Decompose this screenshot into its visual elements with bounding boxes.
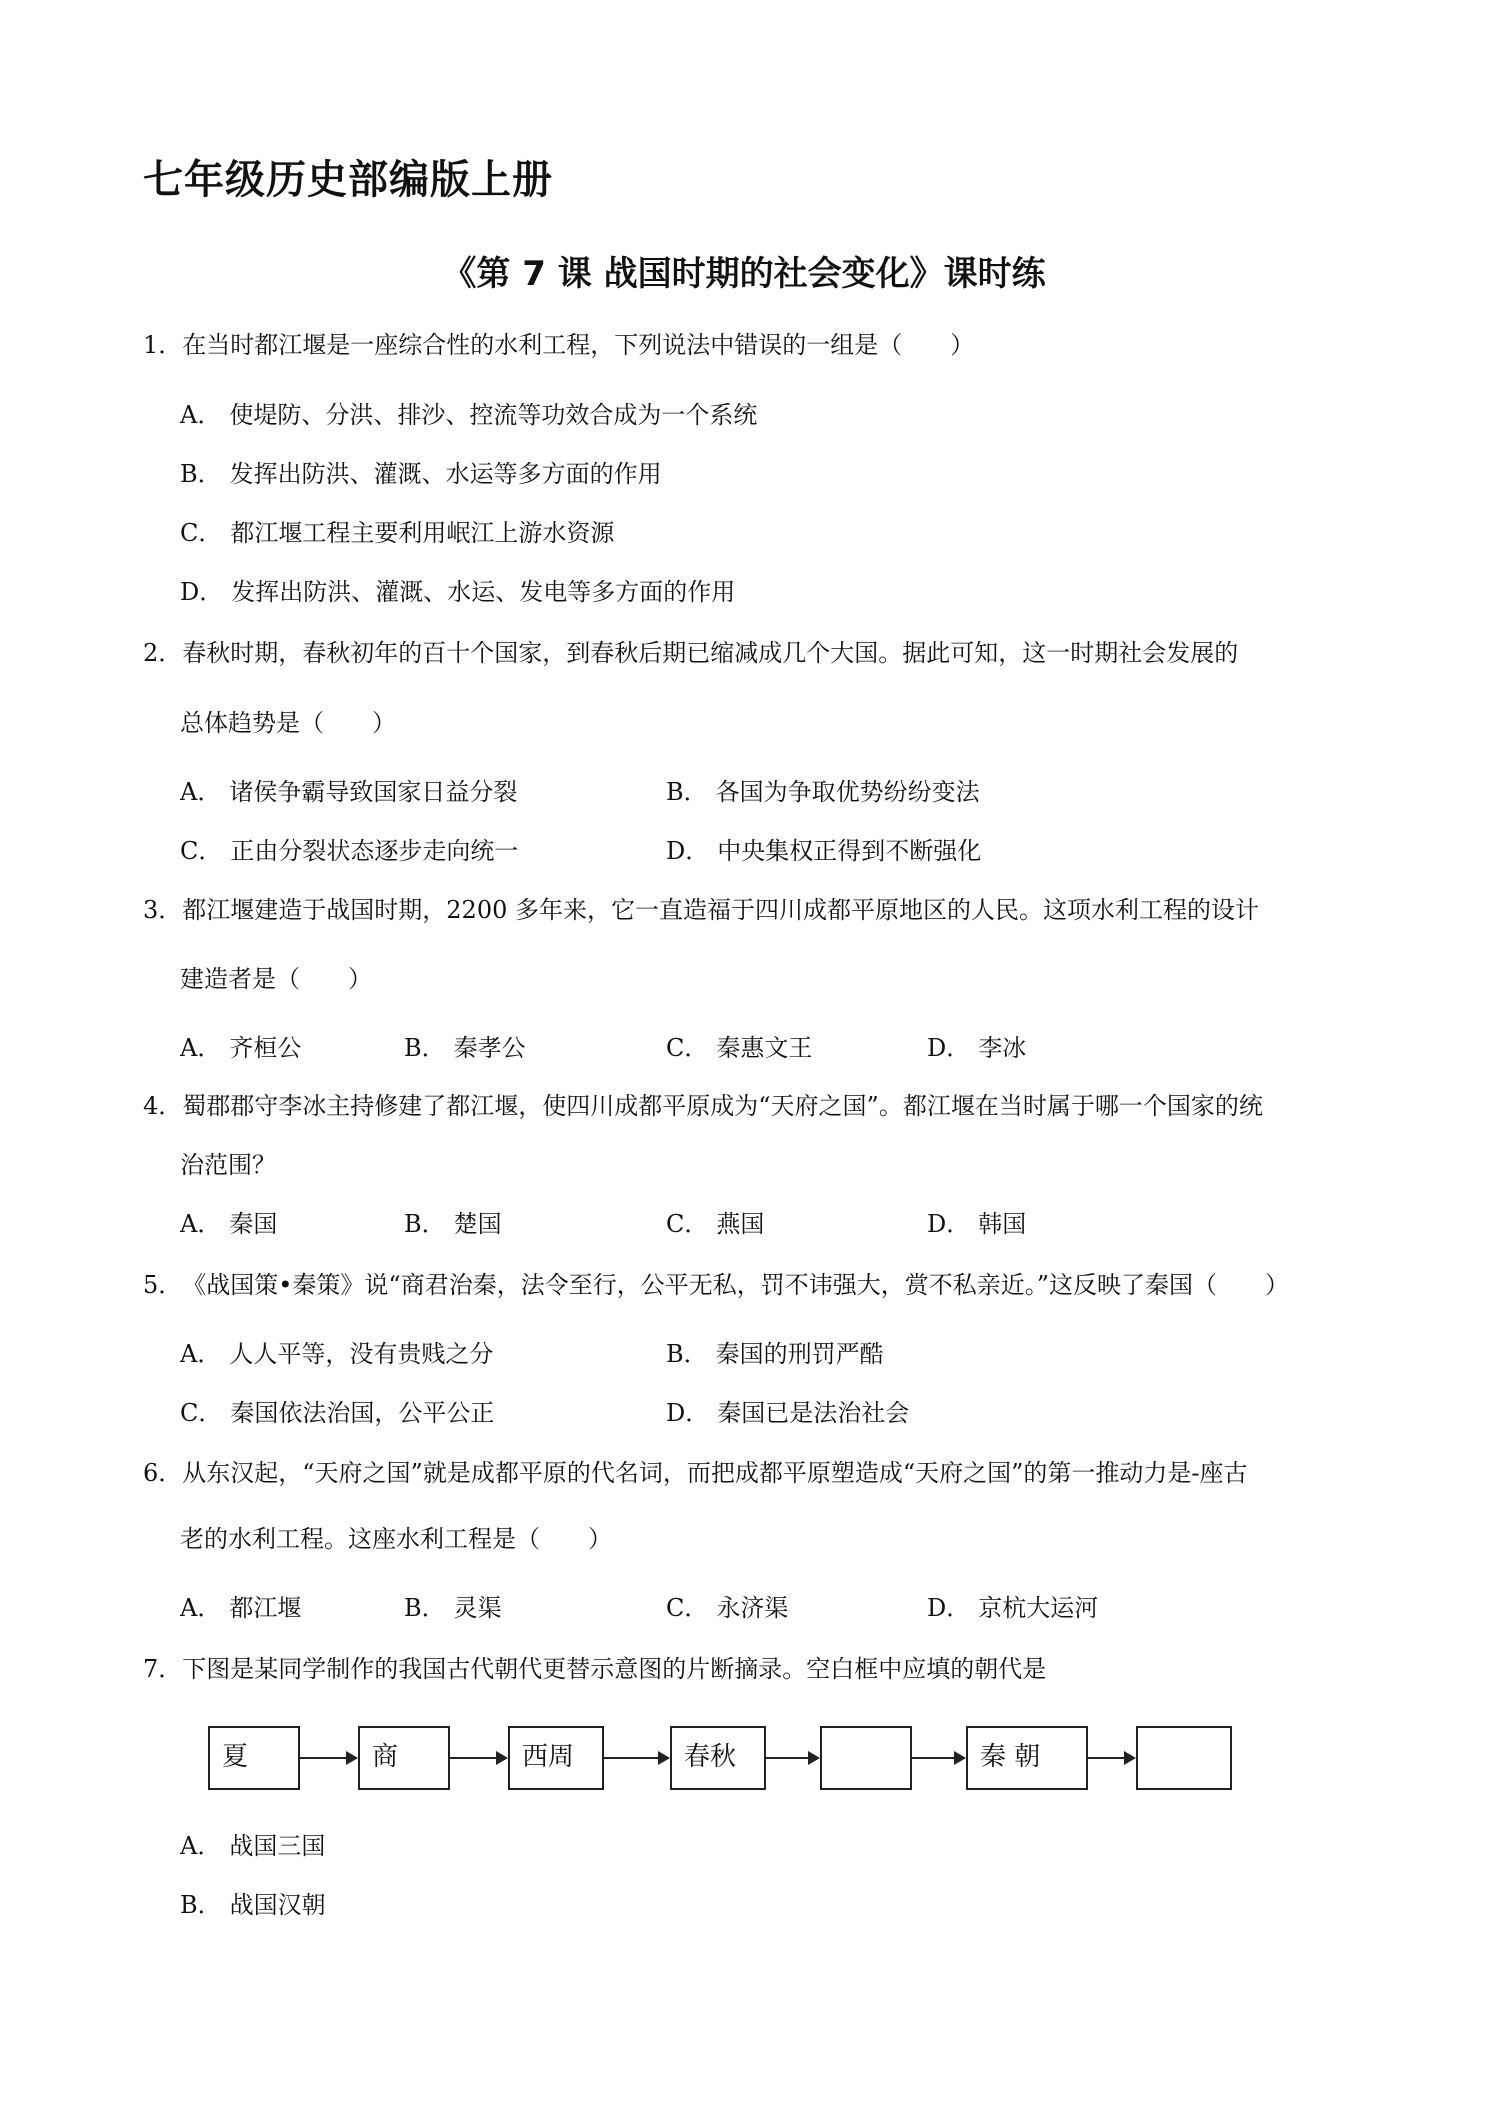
- question-1-option-a: A． 使堤防、分洪、排沙、控流等功效合成为一个系统: [180, 401, 758, 429]
- arrow: [912, 1757, 964, 1759]
- question-7-stem: 7．下图是某同学制作的我国古代朝代更替示意图的片断摘录。空白框中应填的朝代是: [143, 1655, 1047, 1683]
- question-number: 1．: [143, 331, 183, 359]
- grade-title: 七年级历史部编版上册: [143, 157, 553, 203]
- question-2-stem-cont: 总体趋势是（ ）: [180, 709, 396, 737]
- question-2-option-a: A． 诸侯争霸导致国家日益分裂: [180, 778, 518, 806]
- question-4-stem-cont: 治范围？: [180, 1151, 276, 1179]
- question-text: 在当时都江堰是一座综合性的水利工程，下列说法中错误的一组是（ ）: [182, 331, 975, 359]
- question-2-option-b: B． 各国为争取优势纷纷变法: [666, 778, 980, 806]
- question-4-option-d: D． 韩国: [927, 1210, 1027, 1238]
- question-5-option-c: C． 秦国依法治国，公平公正: [180, 1399, 495, 1427]
- question-6-option-d: D． 京杭大运河: [927, 1594, 1099, 1622]
- question-6-option-b: B． 灵渠: [404, 1594, 502, 1622]
- dynasty-box-spring-autumn: 春秋: [670, 1726, 766, 1790]
- question-3-option-b: B． 秦孝公: [404, 1034, 526, 1062]
- question-1-option-b: B． 发挥出防洪、灌溉、水运等多方面的作用: [180, 460, 662, 488]
- question-7-option-a: A． 战国三国: [180, 1832, 326, 1860]
- dynasty-box-western-zhou: 西周: [508, 1726, 604, 1790]
- question-6-option-a: A． 都江堰: [180, 1594, 302, 1622]
- dynasty-box-xia: 夏: [208, 1726, 300, 1790]
- question-3-option-d: D． 李冰: [927, 1034, 1027, 1062]
- question-2-option-d: D． 中央集权正得到不断强化: [666, 837, 982, 865]
- question-5-option-a: A． 人人平等，没有贵贱之分: [180, 1340, 494, 1368]
- dynasty-box-qin: 秦 朝: [966, 1726, 1088, 1790]
- dynasty-box-blank-1: [820, 1726, 912, 1790]
- question-6-option-c: C． 永济渠: [666, 1594, 789, 1622]
- dynasty-box-blank-2: [1136, 1726, 1232, 1790]
- question-4-option-c: C． 燕国: [666, 1210, 765, 1238]
- question-5-option-b: B． 秦国的刑罚严酷: [666, 1340, 884, 1368]
- question-3-option-a: A． 齐桓公: [180, 1034, 302, 1062]
- question-1-option-d: D． 发挥出防洪、灌溉、水运、发电等多方面的作用: [180, 578, 736, 606]
- question-4-option-b: B． 楚国: [404, 1210, 502, 1238]
- question-5-option-d: D． 秦国已是法治社会: [666, 1399, 910, 1427]
- question-4-stem: 4．蜀郡郡守李冰主持修建了都江堰，使四川成都平原成为“天府之国”。都江堰在当时属于哪一个国家的统: [143, 1092, 1263, 1120]
- dynasty-box-shang: 商: [358, 1726, 450, 1790]
- question-2-stem: 2．春秋时期，春秋初年的百十个国家，到春秋后期已缩减成几个大国。据此可知，这一时期社会发展的: [143, 639, 1239, 667]
- question-2-option-c: C． 正由分裂状态逐步走向统一: [180, 837, 519, 865]
- question-3-stem-cont: 建造者是（ ）: [180, 965, 372, 993]
- arrow: [300, 1757, 356, 1759]
- question-3-stem: 3．都江堰建造于战国时期，2200 多年来，它一直造福于四川成都平原地区的人民。这项水利工程的设计: [143, 896, 1259, 924]
- arrow: [1088, 1757, 1134, 1759]
- question-6-stem: 6．从东汉起，“天府之国”就是成都平原的代名词，而把成都平原塑造成“天府之国”的第一推动力是-座古: [143, 1459, 1248, 1487]
- question-6-stem-cont: 老的水利工程。这座水利工程是（ ）: [180, 1525, 612, 1553]
- question-3-option-c: C． 秦惠文王: [666, 1034, 813, 1062]
- question-5-stem: 5．《战国策•秦策》说“商君治秦，法令至行，公平无私，罚不讳强大，赏不私亲近。”这反映了秦国（ ）: [143, 1271, 1289, 1299]
- question-7-option-b: B． 战国汉朝: [180, 1891, 326, 1919]
- question-1-option-c: C． 都江堰工程主要利用岷江上游水资源: [180, 519, 615, 547]
- dynasty-sequence-diagram: [208, 1726, 1228, 1796]
- question-1-stem: [143, 328, 974, 362]
- arrow: [450, 1757, 506, 1759]
- arrow: [604, 1757, 668, 1759]
- lesson-title: 《第 7 课 战国时期的社会变化》课时练: [442, 254, 1046, 294]
- arrow: [766, 1757, 818, 1759]
- question-4-option-a: A． 秦国: [180, 1210, 278, 1238]
